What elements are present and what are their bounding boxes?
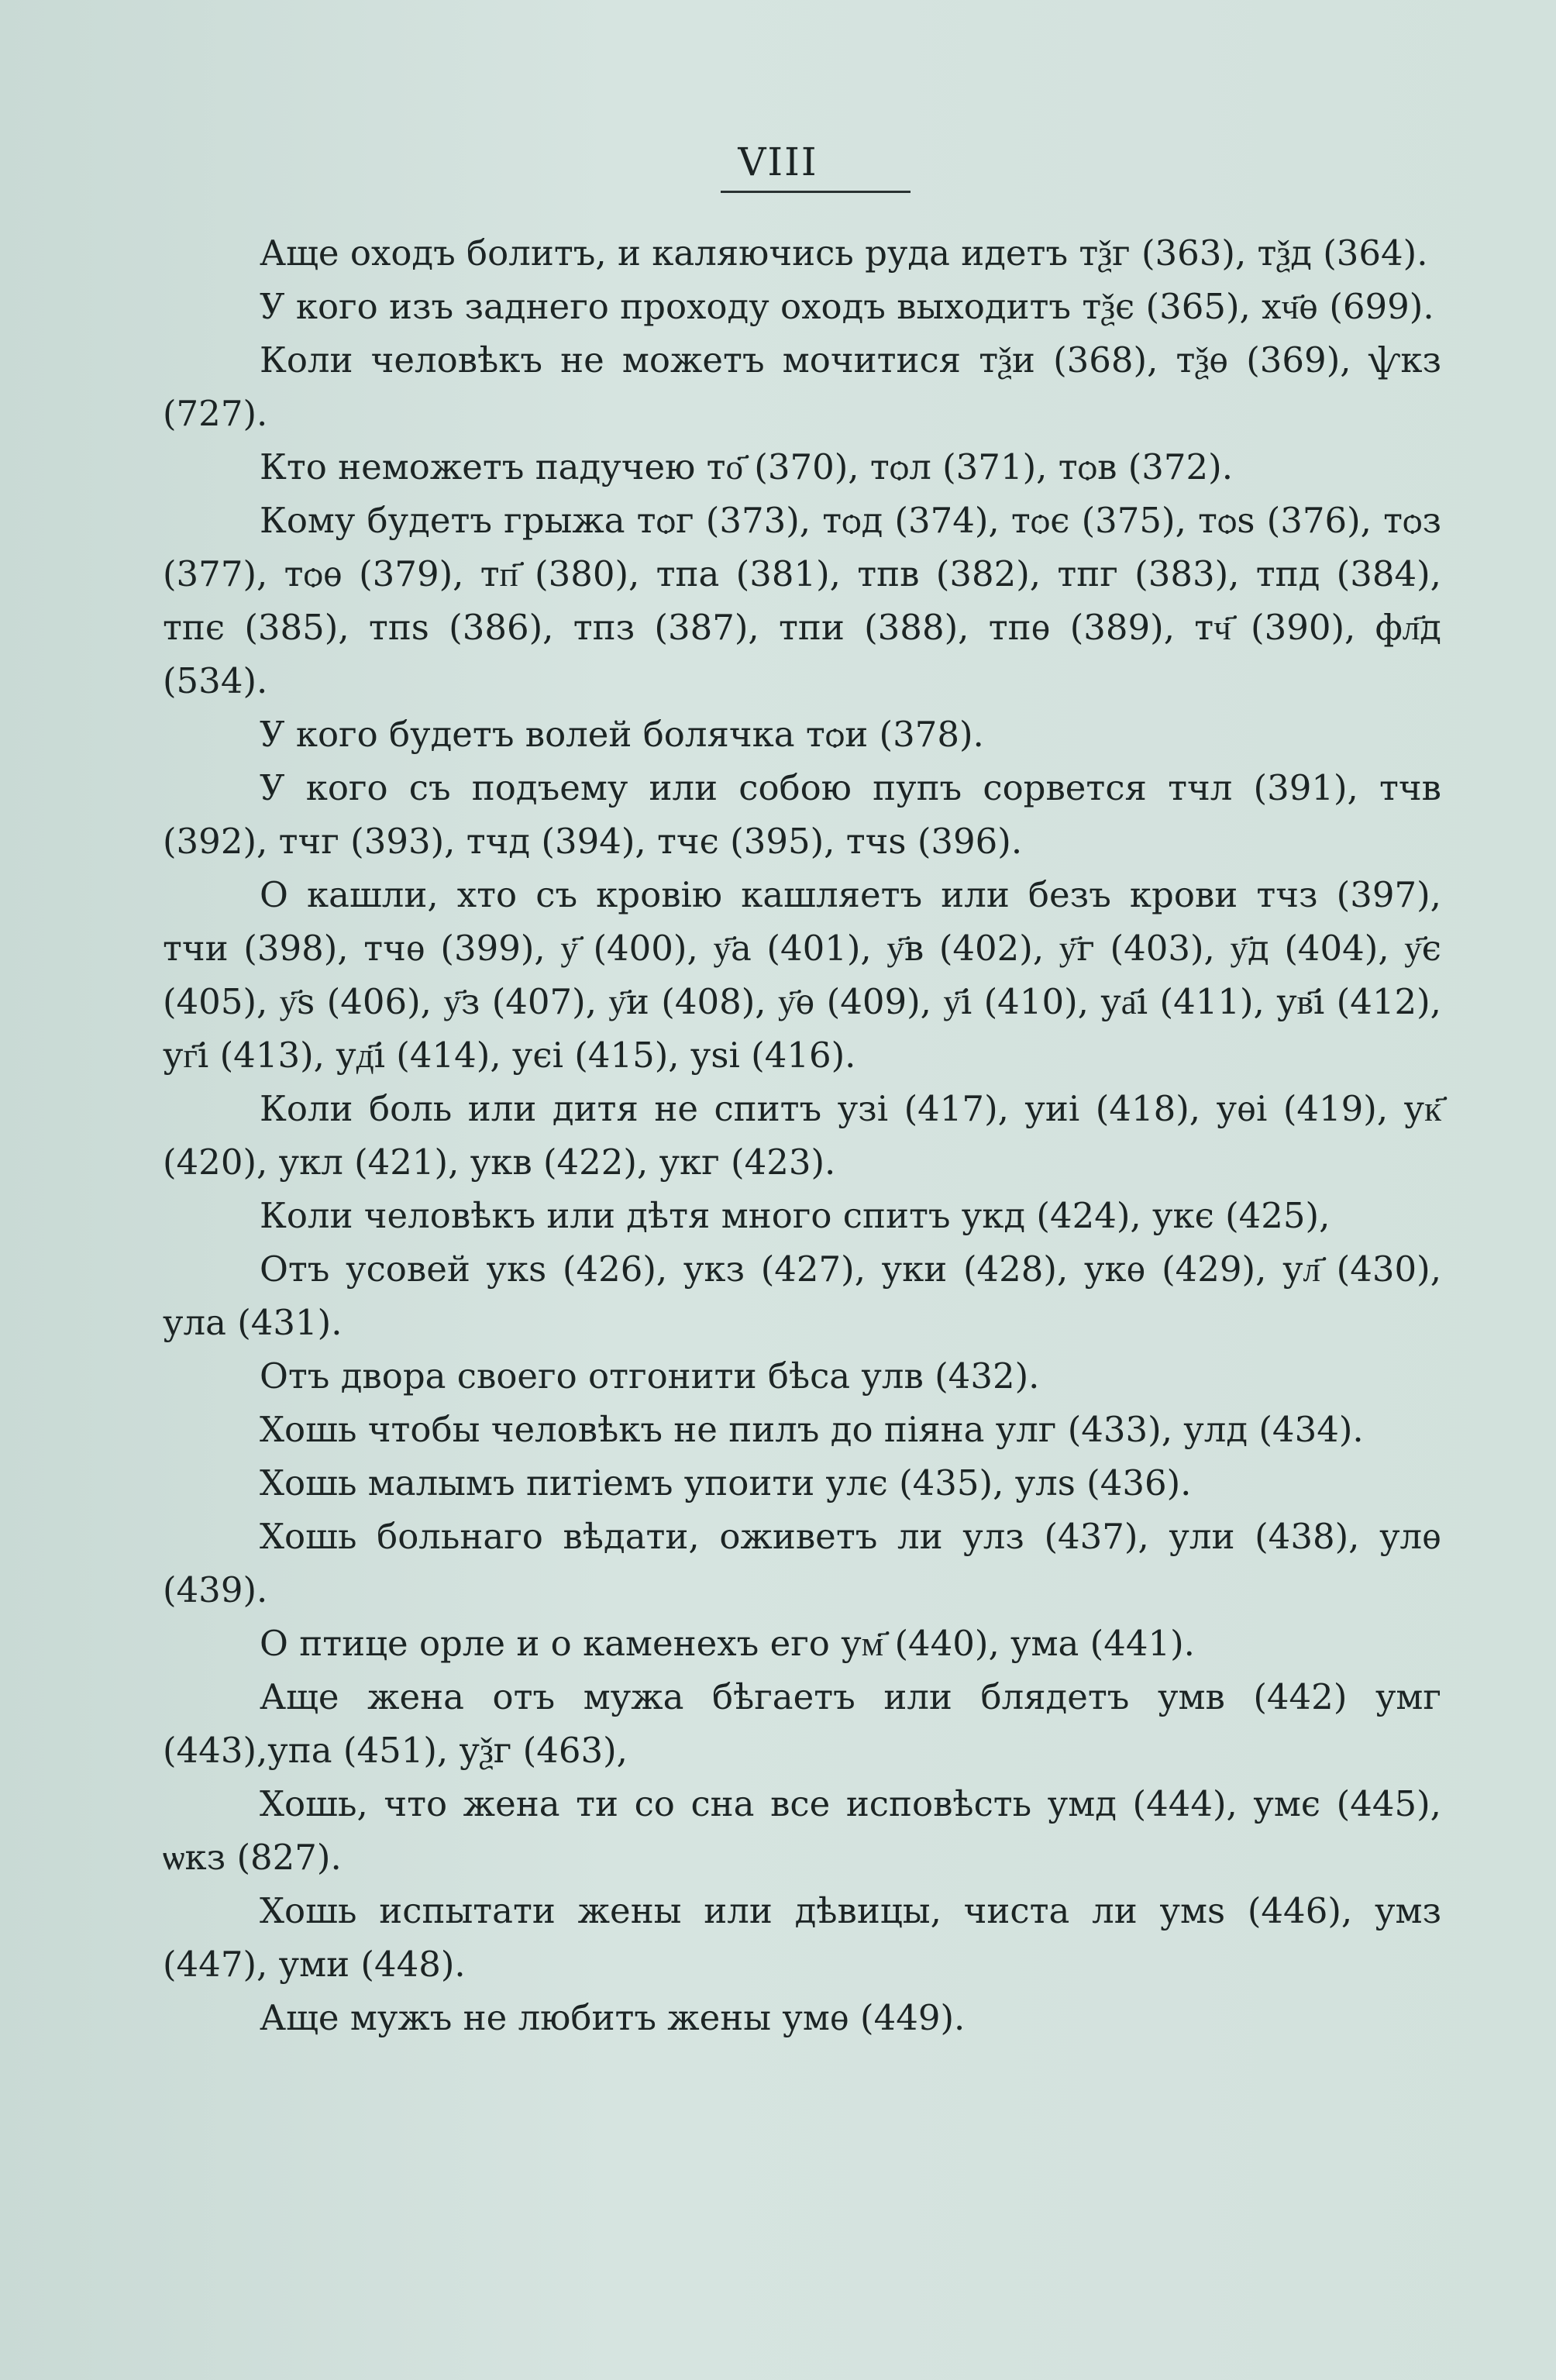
index-entry: Аще жена отъ мужа бѣгаетъ или блядетъ умв (442) умг (443),упа (451), уѯг (463),	[163, 1676, 1441, 1771]
index-entry: Хошь испытати жены или дѣвицы, чиста ли умѕ (446), умз (447), уми (448).	[163, 1890, 1441, 1985]
index-entry: Кому будетъ грыжа тѻг (373), тѻд (374), тѻє (375), тѻѕ (376), тѻз (377), тѻѳ (379), тп҃ (380), тпа (381), тпв (382), тпг (383), тпд (384), тпє (385), тпѕ (386), тпз (387), тпи (388), тпѳ (389), тч҃ (390), фл҃д (534).	[163, 500, 1441, 701]
index-entry: Хошь чтобы человѣкъ не пилъ до піяна улг (433), улд (434).	[260, 1409, 1364, 1450]
index-entry: Аще оходъ болитъ, и каляючись руда идетъ тѯг (363), тѯд (364).	[260, 232, 1428, 274]
index-entry: У кого изъ заднего проходу оходъ выходитъ тѯє (365), хч҃ѳ (699).	[260, 286, 1434, 327]
index-entry: У кого съ подъему или собою пупъ сорвется тчл (391), тчв (392), тчг (393), тчд (394), тчє (395), тчѕ (396).	[163, 767, 1441, 862]
index-entry: Отъ усовей укѕ (426), укз (427), уки (428), укѳ (429), ул҃ (430), ула (431).	[163, 1249, 1441, 1343]
index-text	[163, 226, 1441, 2044]
index-entry: У кого будетъ волей болячка тѻи (378).	[260, 714, 984, 755]
index-entry: Хошь больнаго вѣдати, оживетъ ли улз (437), ули (438), улѳ (439).	[163, 1516, 1441, 1610]
index-entry: Коли боль или дитя не спитъ узі (417), уиі (418), уѳі (419), ук҃ (420), укл (421), укв (422), укг (423).	[163, 1088, 1441, 1183]
index-entry: Коли человѣкъ не можетъ мочитися тѯи (368), тѯѳ (369), ѱкз (727).	[163, 339, 1441, 434]
index-entry: О птице орле и о каменехъ его ум҃ (440), ума (441).	[260, 1623, 1195, 1664]
index-entry: Аще мужъ не любитъ жены умѳ (449).	[260, 1997, 966, 2038]
index-entry: Коли человѣкъ или дѣтя много спитъ укд (424), укє (425),	[260, 1195, 1331, 1236]
header-rule	[721, 191, 911, 193]
index-entry: Кто неможетъ падучею то҃ (370), тѻл (371), тѻв (372).	[260, 446, 1234, 487]
index-entry: О кашли, хто съ кровію кашляетъ или безъ крови тчз (397), тчи (398), тчѳ (399), у҃ (400), у҃а (401), у҃в (402), у҃г (403), у҃д (404), у҃є (405), у҃ѕ (406), у҃з (407), у҃и (408), у҃ѳ (409), у҃і (410), уа҃і (411), ув҃і (412), уг҃і (413), уд҃і (414), уєі (415), уѕі (416).	[163, 874, 1441, 1076]
page-number: VIII	[738, 139, 818, 184]
index-entry: Хошь, что жена ти со сна все исповѣсть умд (444), умє (445), ѡкз (827).	[163, 1783, 1441, 1878]
index-entry: Отъ двора своего отгонити бѣса улв (432).	[260, 1355, 1040, 1397]
index-entry: Хошь малымъ питіемъ упоити улє (435), улѕ (436).	[260, 1462, 1192, 1503]
